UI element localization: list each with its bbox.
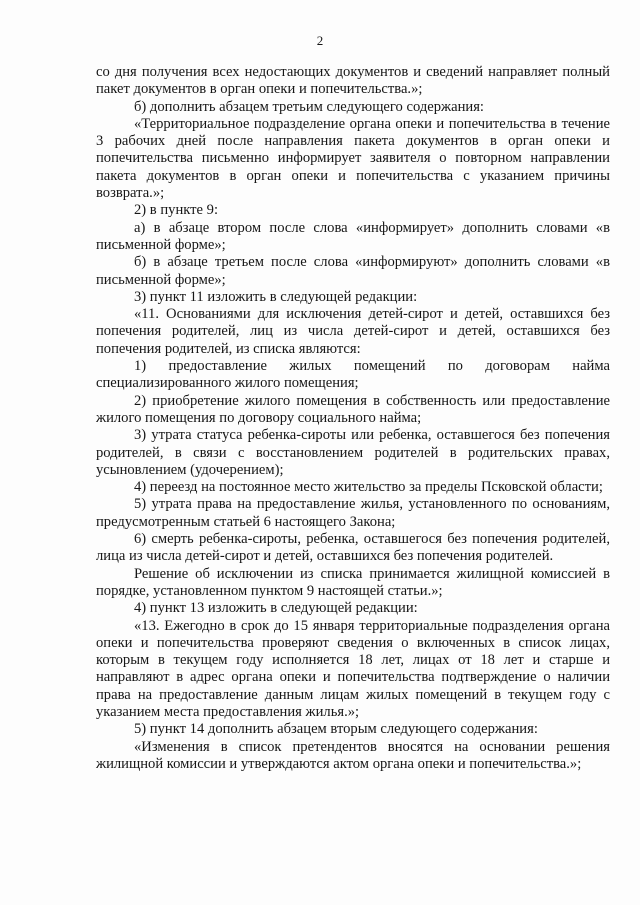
paragraph-item-2b: б) в абзаце третьем после слова «информируют» дополнить словами «в письменной форме»; <box>96 254 610 288</box>
paragraph-quote-territorial: «Территориальное подразделение органа опеки и попечительства в течение 3 рабочих дней после направления пакета документов в орган опеки и попечительства письменно информирует заявителя о повторном направлении пакета документов в орган опеки и попечительства с указанием причины возврата.»; <box>96 115 610 202</box>
paragraph-ground-2: 2) приобретение жилого помещения в собственность или предоставление жилого помещения по договору социального найма; <box>96 392 610 426</box>
paragraph-quote-changes: «Изменения в список претендентов вносятся на основании решения жилищной комиссии и утверждаются актом органа опеки и попечительства.»; <box>96 738 610 772</box>
paragraph-decision: Решение об исключении из списка принимается жилищной комиссией в порядке, установленном пунктом 9 настоящей статьи.»; <box>96 565 610 599</box>
paragraph-item-2: 2) в пункте 9: <box>134 202 219 219</box>
paragraph-item-5: 5) пункт 14 дополнить абзацем вторым следующего содержания: <box>134 721 538 738</box>
paragraph-continuation: со дня получения всех недостающих документов и сведений направляет полный пакет документов в орган опеки и попечительства.»; <box>96 64 610 98</box>
page-number: 2 <box>316 33 324 48</box>
paragraph-ground-6: 6) смерть ребенка-сироты, ребенка, оставшегося без попечения родителей, лица из числа детей-сирот и детей, оставшихся без попечения родителей. <box>96 531 610 565</box>
paragraph-ground-5: 5) утрата права на предоставление жилья, установленного по основаниям, предусмотренным статьей 6 настоящего Закона; <box>96 496 610 530</box>
paragraph-amend-b: б) дополнить абзацем третьим следующего содержания: <box>134 98 484 115</box>
paragraph-clause-13: «13. Ежегодно в срок до 15 января территориальные подразделения органа опеки и попечительства проверяют сведения о включенных в список лицах, которым в текущем году исполняется 18 лет, лицах от 18 лет и старше и направляют в адрес органа опеки и попечительства подтверждение о наличии права на предоставление данным лицам жилых помещений в текущем году с указанием места предоставления жилья.»; <box>96 617 610 720</box>
paragraph-item-3: 3) пункт 11 изложить в следующей редакции: <box>134 288 418 305</box>
document-body <box>96 64 610 773</box>
paragraph-ground-4: 4) переезд на постоянное место жительство за пределы Псковской области; <box>134 479 603 496</box>
paragraph-item-4: 4) пункт 13 изложить в следующей редакции: <box>134 600 418 617</box>
paragraph-ground-3: 3) утрата статуса ребенка-сироты или ребенка, оставшегося без попечения родителей, в связи с восстановлением родителей в родительских правах, усыновлением (удочерением); <box>96 427 610 478</box>
paragraph-clause-11: «11. Основаниями для исключения детей-сирот и детей, оставшихся без попечения родителей, лиц из числа детей-сирот и детей, оставшихся без попечения родителей, из списка являются: <box>96 306 610 357</box>
paragraph-ground-1: 1) предоставление жилых помещений по договорам найма специализированного жилого помещения; <box>96 358 610 392</box>
paragraph-item-2a: а) в абзаце втором после слова «информирует» дополнить словами «в письменной форме»; <box>96 219 610 253</box>
